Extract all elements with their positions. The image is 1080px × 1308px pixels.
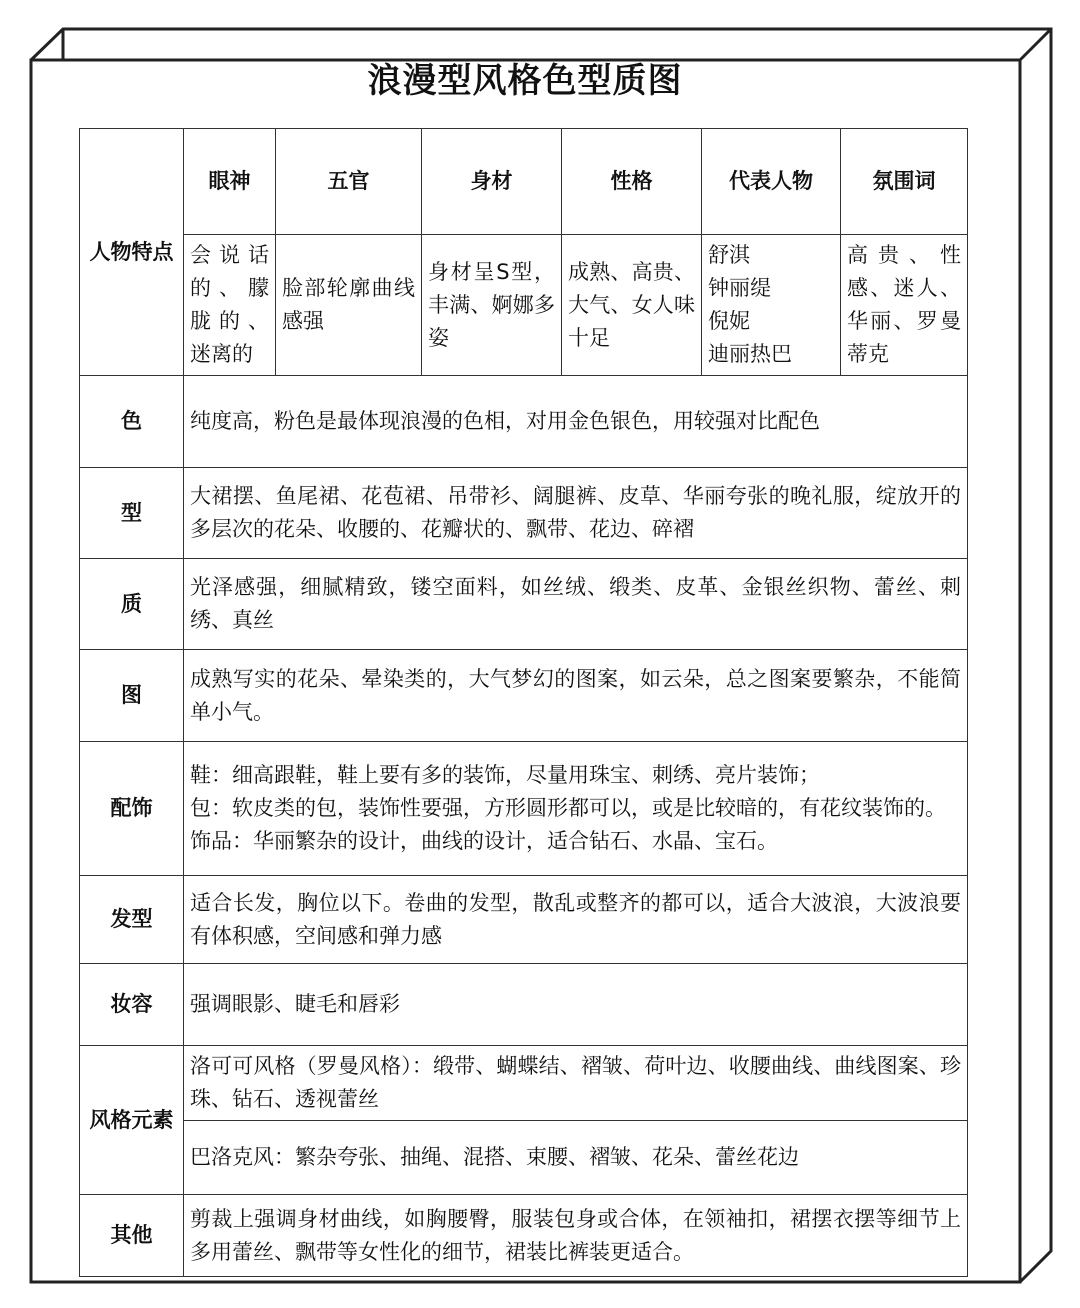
celebrity-name: 迪丽热巴 xyxy=(708,342,792,366)
column-header-celebrities: 代表人物 xyxy=(702,129,841,235)
value-mood: 高贵、性感、迷人、华丽、罗曼蒂克 xyxy=(841,235,968,376)
row-text-hair: 适合长发，胸位以下。卷曲的发型，散乱或整齐的都可以，适合大波浪，大波浪要有体积感，空间感和弹力感 xyxy=(184,876,968,964)
row-label-other: 其他 xyxy=(80,1195,184,1277)
frame-corner-edge xyxy=(1020,29,1051,60)
style-table xyxy=(79,128,968,1277)
profile-header-row xyxy=(80,129,968,235)
row-label-style: 风格元素 xyxy=(80,1046,184,1195)
row-label-hair: 发型 xyxy=(80,876,184,964)
row-text-other: 剪裁上强调身材曲线，如胸腰臀，服装包身或合体，在领袖扣，裙摆衣摆等细节上多用蕾丝、飘带等女性化的细节，裙装比裤装更适合。 xyxy=(184,1195,968,1277)
row-other xyxy=(80,1195,968,1277)
row-label-color: 色 xyxy=(80,376,184,468)
row-text-color: 纯度高，粉色是最体现浪漫的色相，对用金色银色，用较强对比配色 xyxy=(184,376,968,468)
celebrity-name: 舒淇 xyxy=(708,243,750,267)
celebrity-name: 钟丽缇 xyxy=(708,276,771,300)
column-header-personality: 性格 xyxy=(562,129,702,235)
accessory-bags: 包：软皮类的包，装饰性要强，方形圆形都可以，或是比较暗的，有花纹装饰的。 xyxy=(190,796,946,820)
page-title: 浪漫型风格色型质图 xyxy=(367,61,683,101)
row-label-pattern: 图 xyxy=(80,650,184,742)
row-shape xyxy=(80,468,968,559)
row-label-accessories: 配饰 xyxy=(80,742,184,876)
row-text-baroque: 巴洛克风：繁杂夸张、抽绳、混搭、束腰、褶皱、花朵、蕾丝花边 xyxy=(184,1121,968,1195)
value-eyes: 会说话的、朦胧的、迷离的 xyxy=(184,235,276,376)
celebrity-name: 倪妮 xyxy=(708,309,750,333)
column-header-mood: 氛围词 xyxy=(841,129,968,235)
row-hair xyxy=(80,876,968,964)
row-label-makeup: 妆容 xyxy=(80,964,184,1046)
profile-values-row xyxy=(80,235,968,376)
profile-header: 人物特点 xyxy=(80,129,184,376)
row-text-texture: 光泽感强，细腻精致，镂空面料，如丝绒、缎类、皮革、金银丝织物、蕾丝、刺绣、真丝 xyxy=(184,559,968,650)
row-texture xyxy=(80,559,968,650)
row-style-rococo xyxy=(80,1046,968,1121)
row-text-accessories xyxy=(184,742,968,876)
row-style-baroque xyxy=(80,1121,968,1195)
row-pattern xyxy=(80,650,968,742)
accessory-jewelry: 饰品：华丽繁杂的设计，曲线的设计，适合钻石、水晶、宝石。 xyxy=(190,829,778,853)
row-accessories xyxy=(80,742,968,876)
row-color xyxy=(80,376,968,468)
row-makeup xyxy=(80,964,968,1046)
column-header-features: 五官 xyxy=(276,129,422,235)
row-text-rococo: 洛可可风格（罗曼风格）：缎带、蝴蝶结、褶皱、荷叶边、收腰曲线、曲线图案、珍珠、钻石、透视蕾丝 xyxy=(184,1046,968,1121)
value-celebrities xyxy=(702,235,841,376)
column-header-eyes: 眼神 xyxy=(184,129,276,235)
value-personality: 成熟、高贵、大气、女人味十足 xyxy=(562,235,702,376)
row-text-makeup: 强调眼影、睫毛和唇彩 xyxy=(184,964,968,1046)
row-text-shape: 大裙摆、鱼尾裙、花苞裙、吊带衫、阔腿裤、皮草、华丽夸张的晚礼服，绽放开的多层次的花朵、收腰的、花瓣状的、飘带、花边、碎褶 xyxy=(184,468,968,559)
accessory-shoes: 鞋：细高跟鞋，鞋上要有多的装饰，尽量用珠宝、刺绣、亮片装饰； xyxy=(190,763,820,787)
row-label-shape: 型 xyxy=(80,468,184,559)
row-text-pattern: 成熟写实的花朵、晕染类的，大气梦幻的图案，如云朵，总之图案要繁杂，不能简单小气。 xyxy=(184,650,968,742)
column-header-figure: 身材 xyxy=(422,129,562,235)
value-figure: 身材呈S型，丰满、婀娜多姿 xyxy=(422,235,562,376)
row-label-texture: 质 xyxy=(80,559,184,650)
value-features: 脸部轮廓曲线感强 xyxy=(276,235,422,376)
